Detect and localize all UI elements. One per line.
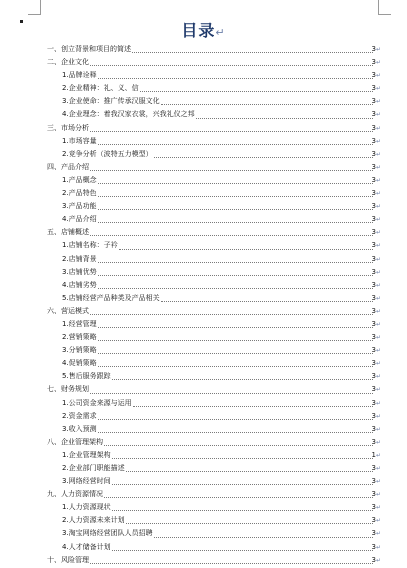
toc-entry-text[interactable]: 四、产品介绍 bbox=[47, 162, 89, 171]
toc-entry-text[interactable]: 4.人才储备计划 bbox=[62, 542, 111, 551]
paragraph-mark-icon: ↵ bbox=[376, 255, 382, 263]
toc-page-number[interactable]: 3 bbox=[371, 280, 376, 289]
toc-entry[interactable] bbox=[0, 266, 407, 279]
toc-page-number[interactable]: 3 bbox=[371, 372, 376, 381]
toc-dot-leader bbox=[161, 95, 373, 108]
toc-dot-leader bbox=[90, 383, 373, 396]
toc-entry[interactable] bbox=[0, 292, 407, 305]
toc-entry-text[interactable]: 1.店铺名称：子衿 bbox=[62, 241, 118, 250]
toc-page-number[interactable]: 3 bbox=[371, 385, 376, 394]
toc-dot-leader bbox=[126, 514, 373, 527]
toc-dot-leader bbox=[98, 331, 373, 344]
paragraph-mark-icon: ↵ bbox=[376, 386, 382, 394]
paragraph-mark-icon: ↵ bbox=[376, 216, 382, 224]
toc-entry-text[interactable]: 5.店铺经营产品种类及产品相关 bbox=[62, 293, 160, 302]
toc-entry-text[interactable]: 五、店铺概述 bbox=[47, 228, 89, 237]
toc-entry-text[interactable]: 2.店铺背景 bbox=[62, 254, 97, 263]
toc-entry-text[interactable]: 2.企业部门职能描述 bbox=[62, 464, 125, 472]
toc-entry[interactable] bbox=[0, 475, 407, 488]
toc-entry[interactable] bbox=[0, 95, 407, 108]
toc-entry[interactable] bbox=[0, 554, 407, 567]
paragraph-mark-icon: ↵ bbox=[376, 281, 382, 289]
toc-page-number[interactable]: 3 bbox=[371, 333, 376, 342]
toc-entry[interactable] bbox=[0, 122, 407, 135]
paragraph-mark-icon: ↵ bbox=[376, 190, 382, 198]
toc-entry[interactable] bbox=[0, 331, 407, 344]
toc-entry-text[interactable]: 2.资金需求 bbox=[62, 411, 97, 420]
toc-entry[interactable] bbox=[0, 488, 407, 501]
toc-page-number[interactable]: 3 bbox=[371, 254, 376, 263]
toc-page-number[interactable]: 3 bbox=[371, 110, 376, 119]
toc-page-number[interactable]: 1 bbox=[371, 450, 376, 459]
toc-entry-text[interactable]: 4.促销策略 bbox=[62, 359, 97, 368]
toc-page-number[interactable]: 3 bbox=[371, 503, 376, 512]
toc-dot-leader bbox=[98, 200, 373, 213]
toc-entry[interactable] bbox=[0, 279, 407, 292]
paragraph-mark-icon: ↵ bbox=[215, 26, 226, 39]
toc-entry-text[interactable]: 3.店铺优势 bbox=[62, 267, 97, 276]
toc-entry-text[interactable]: 3.产品功能 bbox=[62, 202, 97, 211]
toc-entry-text[interactable]: 5.售后服务跟踪 bbox=[62, 372, 111, 381]
toc-entry[interactable] bbox=[0, 108, 407, 121]
toc-entry[interactable] bbox=[0, 397, 407, 410]
paragraph-mark-icon: ↵ bbox=[376, 46, 382, 53]
toc-dot-leader bbox=[90, 56, 373, 69]
toc-page-number[interactable]: 3 bbox=[371, 319, 376, 328]
toc-page-number[interactable]: 3 bbox=[371, 202, 376, 211]
toc-dot-leader bbox=[98, 318, 373, 331]
toc-entry[interactable] bbox=[0, 239, 407, 252]
toc-page-number[interactable]: 3 bbox=[371, 84, 376, 93]
toc-entry[interactable] bbox=[0, 462, 407, 475]
toc-page-number[interactable]: 3 bbox=[371, 97, 376, 106]
toc-dot-leader bbox=[132, 43, 373, 56]
toc-page-number[interactable]: 3 bbox=[371, 346, 376, 355]
toc-page-number[interactable]: 3 bbox=[371, 398, 376, 407]
toc-dot-leader bbox=[90, 305, 373, 318]
paragraph-mark-icon: ↵ bbox=[376, 176, 382, 184]
margin-corner-top-right bbox=[378, 0, 391, 15]
paragraph-mark-icon: ↵ bbox=[376, 124, 382, 132]
toc-entry[interactable] bbox=[0, 253, 407, 266]
toc-entry[interactable] bbox=[0, 541, 407, 554]
toc-page-number[interactable]: 3 bbox=[371, 306, 376, 315]
toc-page-number[interactable]: 3 bbox=[371, 267, 376, 276]
paragraph-mark-icon: ↵ bbox=[376, 451, 382, 459]
toc-entry-text[interactable]: 二、企业文化 bbox=[47, 58, 89, 67]
toc-title-text: 目录 bbox=[181, 21, 216, 40]
toc-dot-leader bbox=[112, 541, 373, 554]
toc-dot-leader bbox=[98, 423, 373, 436]
toc-page-number[interactable]: 3 bbox=[371, 189, 376, 198]
toc-page-number[interactable]: 3 bbox=[371, 424, 376, 433]
toc-entry[interactable] bbox=[0, 213, 407, 226]
toc-page-number[interactable]: 3 bbox=[371, 45, 376, 53]
toc-entry-text[interactable]: 3.企业使命：推广传承汉服文化 bbox=[62, 97, 160, 106]
toc-dot-leader bbox=[98, 266, 373, 279]
toc-page-number[interactable]: 3 bbox=[371, 58, 376, 67]
toc-page-number[interactable]: 3 bbox=[371, 490, 376, 499]
toc-entry-text[interactable]: 1.人力资源现状 bbox=[62, 503, 111, 512]
toc-dot-leader bbox=[98, 253, 373, 266]
toc-page-number[interactable]: 3 bbox=[371, 175, 376, 184]
toc-dot-leader bbox=[98, 279, 373, 292]
paragraph-mark-icon: ↵ bbox=[376, 399, 382, 407]
toc-dot-leader bbox=[196, 108, 373, 121]
toc-page-number[interactable]: 3 bbox=[371, 464, 376, 472]
toc-dot-leader bbox=[154, 148, 373, 161]
toc-dot-leader bbox=[98, 174, 373, 187]
toc-entry[interactable] bbox=[0, 383, 407, 396]
paragraph-mark-icon: ↵ bbox=[376, 85, 382, 93]
toc-page-number[interactable]: 3 bbox=[371, 411, 376, 420]
toc-page-number[interactable]: 3 bbox=[371, 162, 376, 171]
paragraph-mark-icon: ↵ bbox=[376, 412, 382, 420]
paragraph-mark-icon: ↵ bbox=[376, 438, 382, 446]
paragraph-mark-icon: ↵ bbox=[376, 307, 382, 315]
toc-entry-text[interactable]: 1.市场容量 bbox=[62, 136, 97, 145]
toc-page-number[interactable]: 3 bbox=[371, 149, 376, 158]
toc-entry-text[interactable]: 1.公司资金来源与运用 bbox=[62, 398, 132, 407]
toc-entry[interactable] bbox=[0, 410, 407, 423]
toc-entry[interactable] bbox=[0, 135, 407, 148]
paragraph-mark-icon: ↵ bbox=[376, 517, 382, 525]
paragraph-mark-icon: ↵ bbox=[376, 347, 382, 355]
toc-entry-text[interactable]: 一、创立背景和项目的简述 bbox=[47, 45, 131, 53]
toc-entry[interactable] bbox=[0, 527, 407, 540]
paragraph-mark-icon: ↵ bbox=[376, 465, 382, 472]
toc-entry[interactable] bbox=[0, 226, 407, 239]
toc-page-number[interactable]: 3 bbox=[371, 241, 376, 250]
toc-entry[interactable] bbox=[0, 69, 407, 82]
toc-dot-leader bbox=[98, 410, 373, 423]
toc-entry-text[interactable]: 1.品牌诠释 bbox=[62, 71, 97, 80]
toc-dot-leader bbox=[98, 69, 373, 82]
toc-page-number[interactable]: 3 bbox=[371, 542, 376, 551]
paragraph-mark-icon: ↵ bbox=[376, 203, 382, 211]
toc-dot-leader bbox=[126, 462, 373, 475]
toc-entry[interactable] bbox=[0, 344, 407, 357]
toc-page-number[interactable]: 3 bbox=[371, 555, 376, 564]
paragraph-mark-icon: ↵ bbox=[376, 334, 382, 342]
paragraph-mark-icon: ↵ bbox=[376, 491, 382, 499]
paragraph-mark-icon: ↵ bbox=[376, 294, 382, 302]
toc-entry-text[interactable]: 十、风险管理 bbox=[47, 555, 89, 564]
toc-page-number[interactable]: 3 bbox=[371, 477, 376, 486]
toc-entry-text[interactable]: 三、市场分析 bbox=[47, 123, 89, 132]
paragraph-mark-icon: ↵ bbox=[376, 478, 382, 486]
toc-entry[interactable] bbox=[0, 318, 407, 331]
paragraph-mark-icon: ↵ bbox=[376, 543, 382, 551]
toc-page-number[interactable]: 3 bbox=[371, 71, 376, 80]
toc-dot-leader bbox=[90, 122, 373, 135]
paragraph-mark-icon: ↵ bbox=[376, 530, 382, 538]
toc-entry[interactable] bbox=[0, 82, 407, 95]
toc-entry[interactable] bbox=[0, 187, 407, 200]
paragraph-mark-icon: ↵ bbox=[376, 137, 382, 145]
toc-page-number[interactable]: 3 bbox=[371, 516, 376, 525]
toc-entry-text[interactable]: 2.人力资源未来计划 bbox=[62, 516, 125, 525]
paragraph-mark-icon: ↵ bbox=[376, 229, 382, 237]
paragraph-mark-icon: ↵ bbox=[376, 163, 382, 171]
toc-page-number[interactable]: 3 bbox=[371, 359, 376, 368]
toc-dot-leader bbox=[98, 135, 373, 148]
toc-entry-text[interactable]: 1.经营管理 bbox=[62, 319, 97, 328]
toc-entry[interactable] bbox=[0, 423, 407, 436]
toc-page-number[interactable]: 3 bbox=[371, 529, 376, 538]
toc-dot-leader bbox=[104, 436, 373, 449]
paragraph-mark-icon: ↵ bbox=[376, 242, 382, 250]
paragraph-mark-icon: ↵ bbox=[376, 72, 382, 80]
paragraph-mark-icon: ↵ bbox=[376, 425, 382, 433]
toc-entry[interactable] bbox=[0, 357, 407, 370]
toc-entry-text[interactable]: 4.店铺劣势 bbox=[62, 280, 97, 289]
toc-entry-text[interactable]: 六、营运模式 bbox=[47, 306, 89, 315]
toc-page-number[interactable]: 3 bbox=[371, 437, 376, 446]
table-of-contents bbox=[0, 43, 407, 567]
toc-dot-leader bbox=[161, 292, 373, 305]
paragraph-mark-icon: ↵ bbox=[376, 150, 382, 158]
toc-dot-leader bbox=[133, 397, 373, 410]
paragraph-mark-icon: ↵ bbox=[376, 504, 382, 512]
toc-dot-leader bbox=[90, 226, 373, 239]
toc-entry[interactable] bbox=[0, 56, 407, 69]
toc-dot-leader bbox=[140, 82, 373, 95]
toc-dot-leader bbox=[104, 488, 373, 501]
toc-page-number[interactable]: 3 bbox=[371, 123, 376, 132]
toc-entry[interactable] bbox=[0, 148, 407, 161]
toc-entry-text[interactable]: 4.企业理念：着我汉家衣裳，兴我礼仪之邦 bbox=[62, 110, 195, 119]
toc-entry-text[interactable]: 2.企业精神：礼、义、信 bbox=[62, 84, 139, 93]
toc-entry-text[interactable]: 3.分销策略 bbox=[62, 346, 97, 355]
toc-entry-text[interactable]: 1.企业管理架构 bbox=[62, 450, 111, 459]
toc-entry-text[interactable]: 3.网络经营时间 bbox=[62, 477, 111, 486]
toc-entry-text[interactable]: 3.收入预测 bbox=[62, 424, 97, 433]
toc-dot-leader bbox=[119, 239, 373, 252]
toc-page-number[interactable]: 3 bbox=[371, 215, 376, 224]
toc-entry[interactable] bbox=[0, 514, 407, 527]
toc-entry[interactable] bbox=[0, 174, 407, 187]
toc-entry-text[interactable]: 2.产品特色 bbox=[62, 189, 97, 198]
toc-dot-leader bbox=[154, 527, 373, 540]
toc-page-number[interactable]: 3 bbox=[371, 228, 376, 237]
toc-entry-text[interactable]: 1.产品概念 bbox=[62, 175, 97, 184]
paragraph-mark-icon: ↵ bbox=[376, 59, 382, 67]
toc-entry[interactable] bbox=[0, 43, 407, 56]
toc-entry-text[interactable]: 4.产品介绍 bbox=[62, 215, 97, 224]
toc-entry[interactable] bbox=[0, 436, 407, 449]
toc-entry[interactable] bbox=[0, 501, 407, 514]
toc-dot-leader bbox=[90, 161, 373, 174]
toc-dot-leader bbox=[112, 501, 373, 514]
toc-dot-leader bbox=[112, 475, 373, 488]
toc-entry[interactable] bbox=[0, 449, 407, 462]
toc-dot-leader bbox=[90, 554, 373, 567]
toc-entry[interactable] bbox=[0, 305, 407, 318]
paragraph-mark-icon: ↵ bbox=[376, 373, 382, 381]
toc-entry[interactable] bbox=[0, 161, 407, 174]
toc-dot-leader bbox=[112, 449, 373, 462]
toc-entry-text[interactable]: 2.竞争分析（波特五力模型） bbox=[62, 149, 153, 158]
paragraph-mark-icon: ↵ bbox=[376, 556, 382, 564]
toc-dot-leader bbox=[98, 213, 373, 226]
toc-entry-text[interactable]: 九、人力资源情况 bbox=[47, 490, 103, 499]
toc-dot-leader bbox=[98, 357, 373, 370]
toc-dot-leader bbox=[98, 187, 373, 200]
toc-title bbox=[0, 18, 407, 41]
toc-page-number[interactable]: 3 bbox=[371, 136, 376, 145]
toc-entry[interactable] bbox=[0, 370, 407, 383]
toc-entry-text[interactable]: 八、企业管理架构 bbox=[47, 437, 103, 446]
toc-entry-text[interactable]: 七、财务规划 bbox=[47, 385, 89, 394]
toc-entry-text[interactable]: 3.淘宝网络经营团队人员招聘 bbox=[62, 529, 153, 538]
paragraph-mark-icon: ↵ bbox=[376, 320, 382, 328]
toc-dot-leader bbox=[112, 370, 373, 383]
paragraph-mark-icon: ↵ bbox=[376, 111, 382, 119]
paragraph-mark-icon: ↵ bbox=[376, 98, 382, 106]
toc-page-number[interactable]: 3 bbox=[371, 293, 376, 302]
margin-corner-top-left bbox=[28, 0, 41, 15]
paragraph-mark-icon: ↵ bbox=[376, 360, 382, 368]
toc-dot-leader bbox=[98, 344, 373, 357]
toc-entry[interactable] bbox=[0, 200, 407, 213]
toc-entry-text[interactable]: 2.营销策略 bbox=[62, 333, 97, 342]
paragraph-mark-icon: ↵ bbox=[376, 268, 382, 276]
